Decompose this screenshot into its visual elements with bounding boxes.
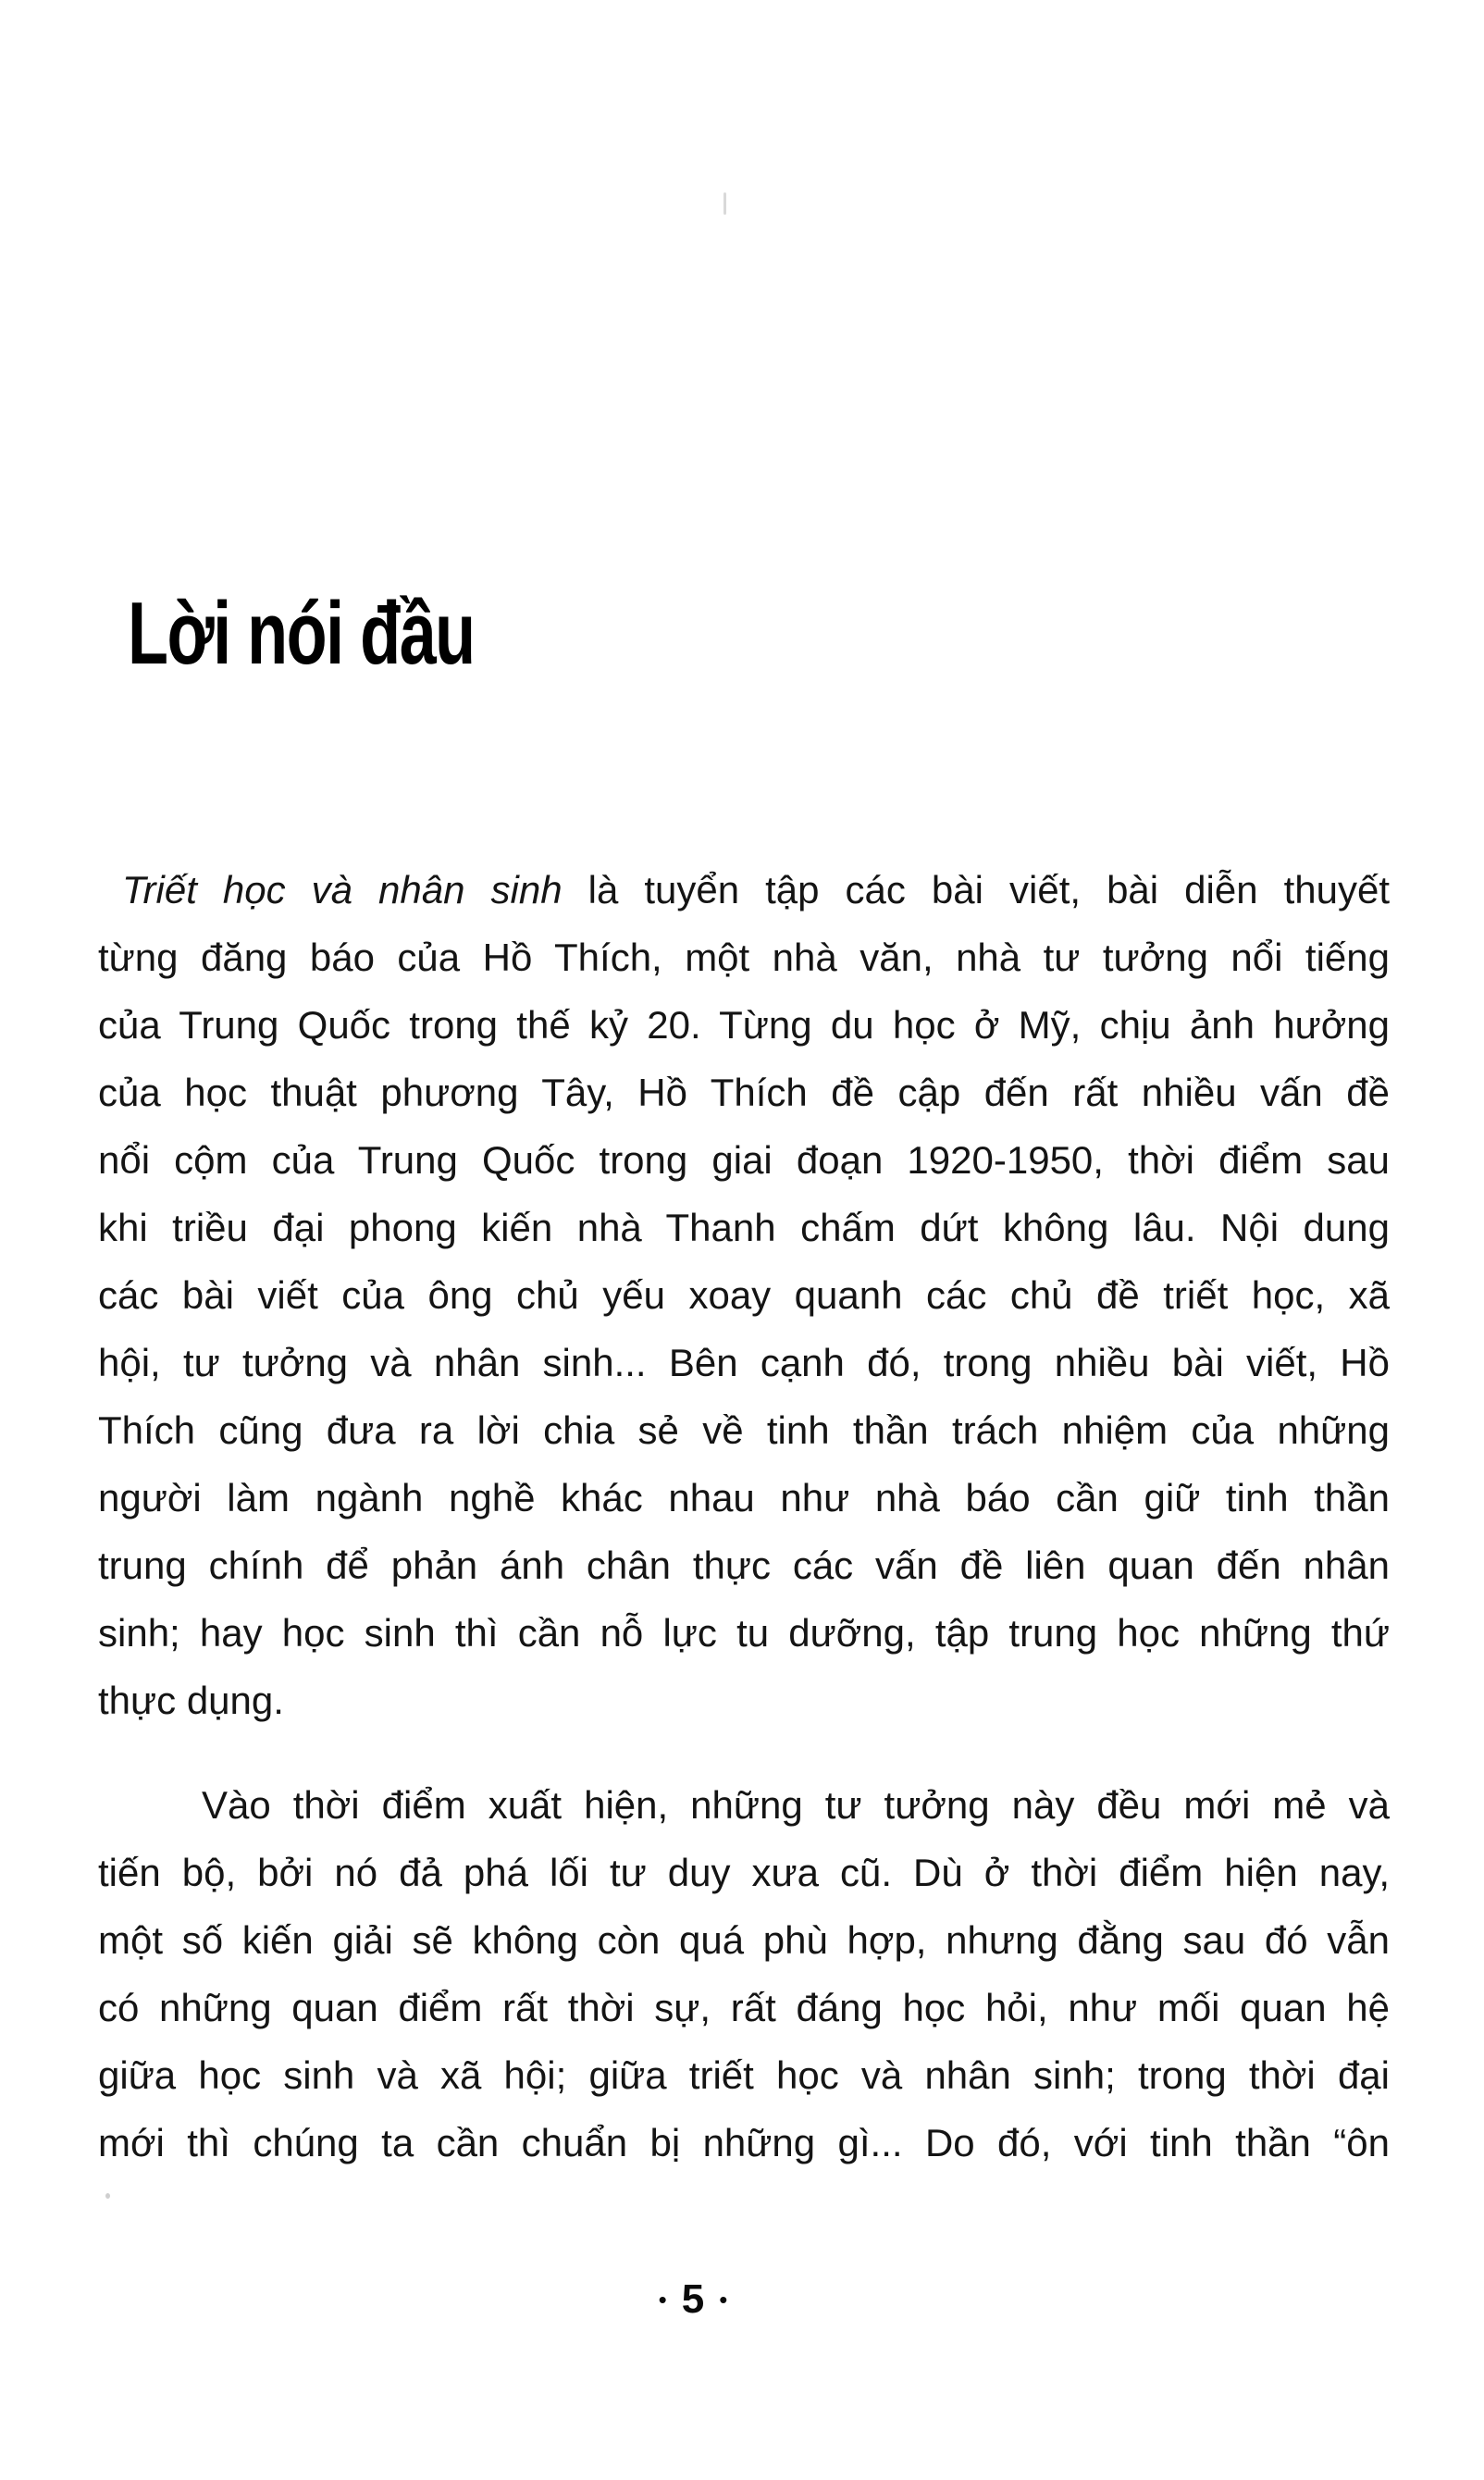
footer-bullet-right: • [719, 2286, 728, 2313]
footer-bullet-left: • [658, 2286, 667, 2313]
text-line: nổi cộm của Trung Quốc trong giai đoạn 1920-1950, thời điểm sau [98, 1138, 1390, 1182]
chapter-title: Lời nói đầu [128, 584, 475, 684]
text-line: tiến bộ, bởi nó đả phá lối tư duy xưa cũ. Dù ở thời điểm hiện nay, [98, 1851, 1390, 1894]
text-line: sinh; hay học sinh thì cần nỗ lực tu dưỡng, tập trung học những thứ [98, 1611, 1390, 1655]
text-line: hội, tư tưởng và nhân sinh... Bên cạnh đó, trong nhiều bài viết, Hồ [98, 1341, 1390, 1384]
text-line: Vào thời điểm xuất hiện, những tư tưởng này đều mới mẻ và [202, 1783, 1390, 1827]
text-line: của học thuật phương Tây, Hồ Thích đề cập đến rất nhiều vấn đề [98, 1071, 1390, 1114]
page-footer [0, 2278, 1386, 2321]
text-line: có những quan điểm rất thời sự, rất đáng học hỏi, như mối quan hệ [98, 1986, 1390, 2029]
text-line: khi triều đại phong kiến nhà Thanh chấm dứt không lâu. Nội dung [98, 1206, 1390, 1249]
text-line: trung chính để phản ánh chân thực các vấn đề liên quan đến nhân [98, 1544, 1390, 1587]
text-line: một số kiến giải sẽ không còn quá phù hợp, nhưng đằng sau đó vẫn [98, 1918, 1390, 1962]
text-line: Thích cũng đưa ra lời chia sẻ về tinh thần trách nhiệm của những [98, 1408, 1390, 1452]
page-number: 5 [681, 2276, 705, 2322]
scan-artifact [105, 2193, 110, 2199]
text-line: từng đăng báo của Hồ Thích, một nhà văn, nhà tư tưởng nổi tiếng [98, 936, 1390, 979]
paragraph-intro [98, 856, 1390, 1734]
text-line: người làm ngành nghề khác nhau như nhà báo cần giữ tinh thần [98, 1476, 1390, 1519]
text-line: thực dụng. [98, 1679, 284, 1722]
book-title-italic: Triết học và nhân sinh [122, 868, 563, 911]
body-text [98, 856, 1390, 2176]
scan-artifact [723, 192, 726, 215]
paragraph-commentary [98, 1771, 1390, 2176]
text-line: mới thì chúng ta cần chuẩn bị những gì... Do đó, với tinh thần “ôn [98, 2121, 1390, 2164]
text-line: giữa học sinh và xã hội; giữa triết học và nhân sinh; trong thời đại [98, 2053, 1390, 2097]
text-line: các bài viết của ông chủ yếu xoay quanh các chủ đề triết học, xã [98, 1273, 1390, 1317]
text-line: Triết học và nhân sinh là tuyển tập các bài viết, bài diễn thuyết [122, 868, 1390, 911]
text-line: của Trung Quốc trong thế kỷ 20. Từng du học ở Mỹ, chịu ảnh hưởng [98, 1003, 1390, 1047]
